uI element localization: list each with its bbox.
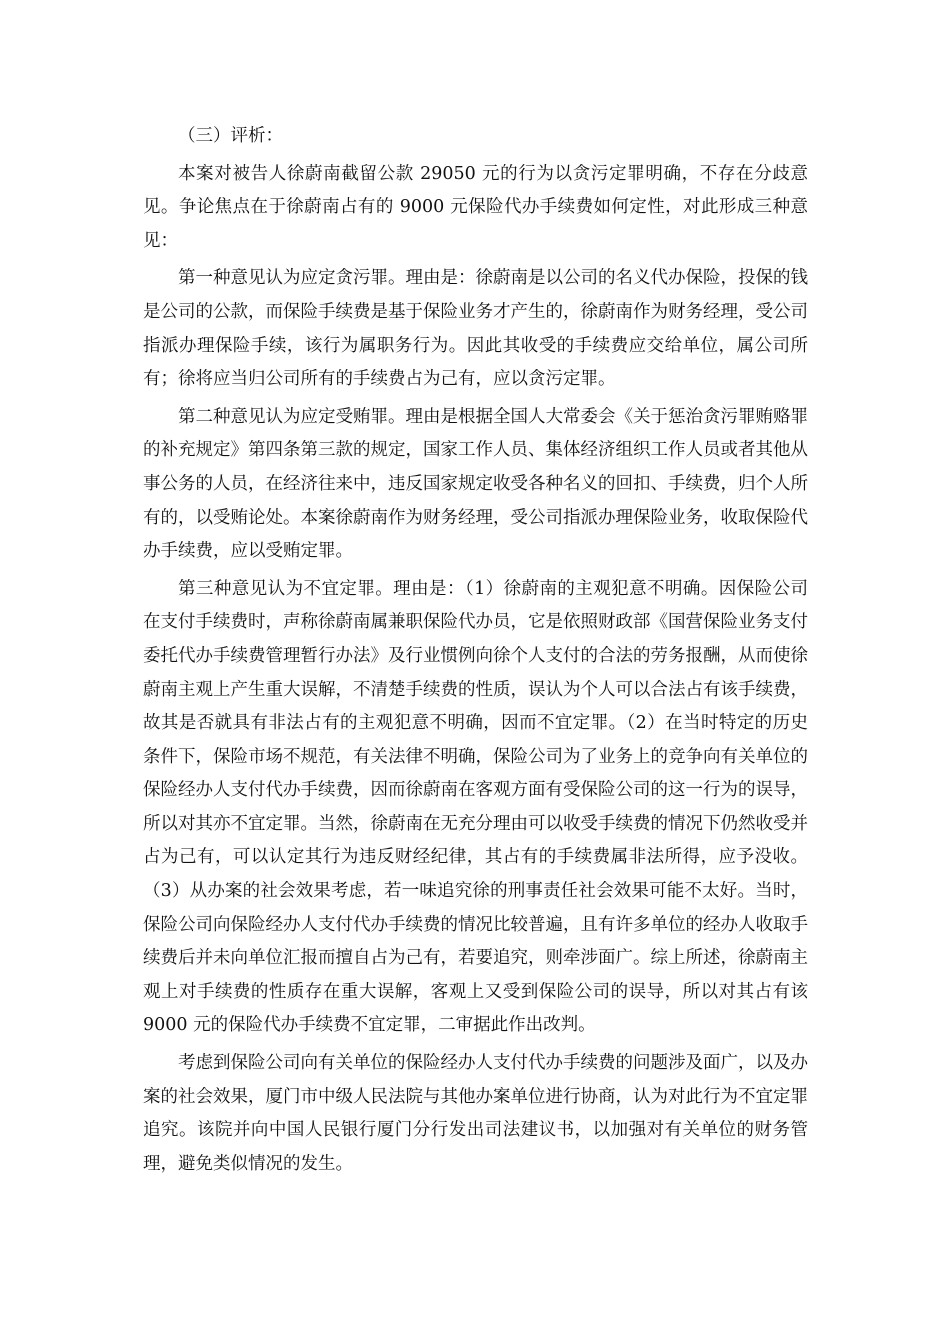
paragraph-opinion-three: 第三种意见认为不宜定罪。理由是：（1）徐蔚南的主观犯意不明确。因保险公司在支付手续费时，声称徐蔚南属兼职保险代办员，它是依照财政部《国营保险业务支付委托代办手续费管理暂行办法》及行业惯例向徐个人支付的合法的劳务报酬，从而使徐蔚南主观上产生重大误解，不清楚手续费的性质，误认为个人可以合法占有该手续费，故其是否就具有非法占有的主观犯意不明确，因而不宜定罪。（2）在当时特定的历史条件下，保险市场不规范，有关法律不明确，保险公司为了业务上的竞争向有关单位的保险经办人支付代办手续费，因而徐蔚南在客观方面有受保险公司的这一行为的误导，所以对其亦不宜定罪。当然，徐蔚南在无充分理由可以收受手续费的情况下仍然收受并占为己有，可以认定其行为违反财经纪律，其占有的手续费属非法所得，应予没收。（3）从办案的社会效果考虑，若一味追究徐的刑事责任社会效果可能不太好。当时，保险公司向保险经办人支付代办手续费的情况比较普遍，且有许多单位的经办人收取手续费后并未向单位汇报而擅自占为己有，若要追究，则牵涉面广。综上所述，徐蔚南主观上对手续费的性质存在重大误解，客观上又受到保险公司的误导，所以对其占有该 9000 元的保险代办手续费不宜定罪，二审据此作出改判。 xyxy=(143,578,808,1036)
paragraph-opinion-one: 第一种意见认为应定贪污罪。理由是：徐蔚南是以公司的名义代办保险，投保的钱是公司的公款，而保险手续费是基于保险业务才产生的，徐蔚南作为财务经理，受公司指派办理保险手续，该行为属职务行为。因此其收受的手续费应交给单位，属公司所有；徐将应当归公司所有的手续费占为己有，应以贪污定罪。 xyxy=(143,268,808,390)
paragraph-opinion-two: 第二种意见认为应定受贿罪。理由是根据全国人大常委会《关于惩治贪污罪贿赂罪的补充规定》第四条第三款的规定，国家工作人员、集体经济组织工作人员或者其他从事公务的人员，在经济往来中，违反国家规定收受各种名义的回扣、手续费，归个人所有的，以受贿论处。本案徐蔚南作为财务经理，受公司指派办理保险业务，收取保险代办手续费，应以受贿定罪。 xyxy=(143,406,808,562)
document-body xyxy=(143,120,808,1185)
paragraph-conclusion: 考虑到保险公司向有关单位的保险经办人支付代办手续费的问题涉及面广，以及办案的社会效果，厦门市中级人民法院与其他办案单位进行协商，认为对此行为不宜定罪追究。该院并向中国人民银行厦门分行发出司法建议书，以加强对有关单位的财务管理，避免类似情况的发生。 xyxy=(143,1053,808,1174)
paragraph-intro: 本案对被告人徐蔚南截留公款 29050 元的行为以贪污定罪明确，不存在分歧意见。争论焦点在于徐蔚南占有的 9000 元保险代办手续费如何定性，对此形成三种意见： xyxy=(143,163,808,251)
section-heading: （三）评析： xyxy=(178,126,283,146)
